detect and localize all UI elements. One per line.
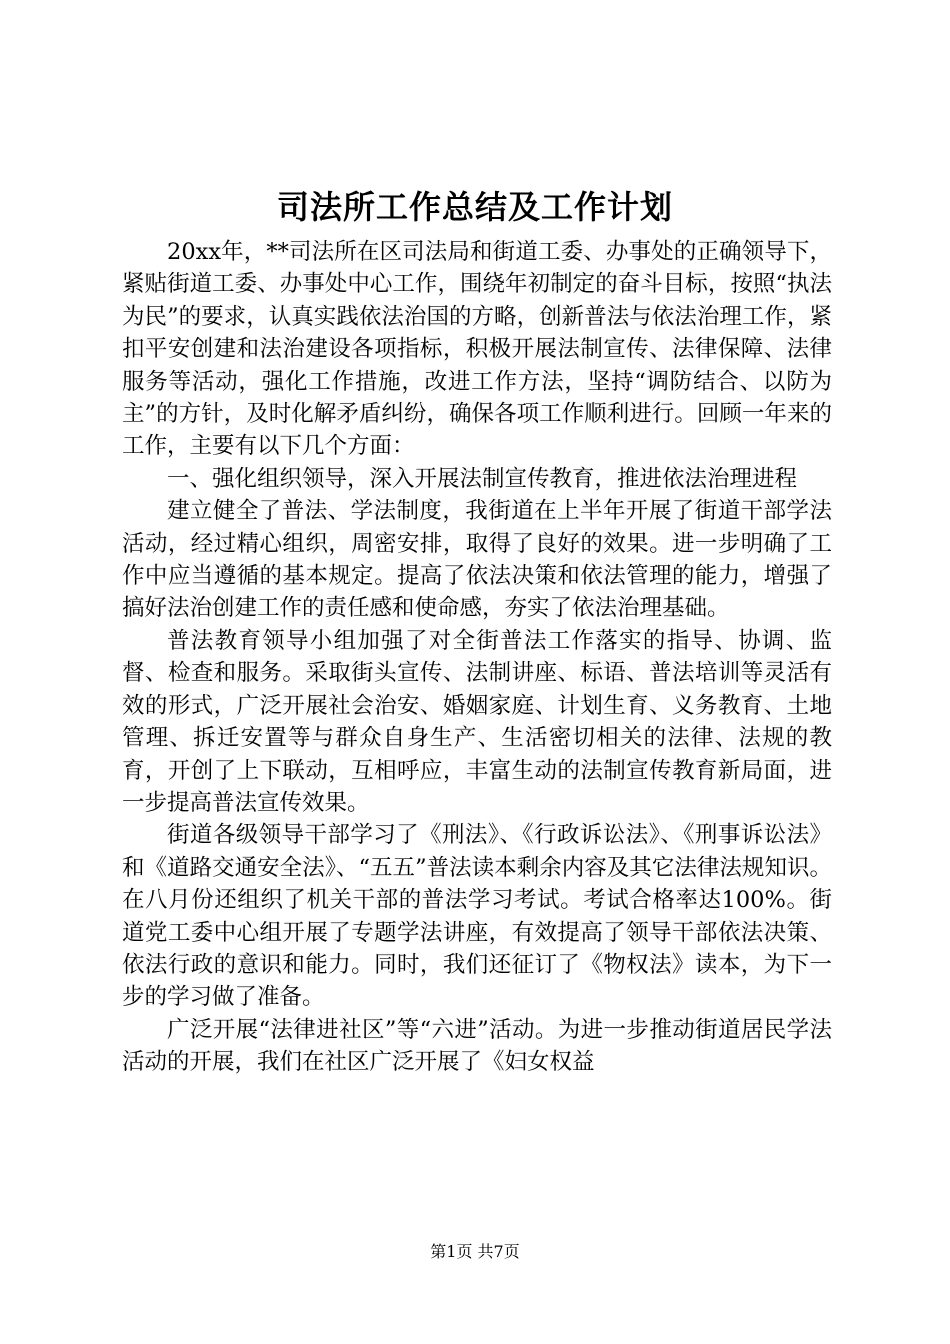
paragraph-system-building: 建立健全了普法、学法制度，我街道在上半年开展了街道干部学法活动，经过精心组织，周密安排，取得了良好的效果。进一步明确了工作中应当遵循的基本规定。提高了依法决策和依法管理的能力，增强了搞好法治创建工作的责任感和使命感，夯实了依法治理基础。 [122,498,832,622]
paragraph-leadership-group: 普法教育领导小组加强了对全街普法工作落实的指导、协调、监督、检查和服务。采取街头宣传、法制讲座、标语、普法培训等灵活有效的形式，广泛开展社会治安、婚姻家庭、计划生育、义务教育、土地管理、拆迁安置等与群众自身生产、生活密切相关的法律、法规的教育，开创了上下联动，互相呼应，丰富生动的法制宣传教育新局面，进一步提高普法宣传效果。 [122,627,832,816]
page-footer: 第1页 共7页 [430,1242,520,1261]
paragraph-law-community: 广泛开展“法律进社区”等“六进”活动。为进一步推动街道居民学法活动的开展，我们在社区广泛开展了《妇女权益 [122,1016,832,1076]
paragraph-intro: 20xx年，**司法所在区司法局和街道工委、办事处的正确领导下，紧贴街道工委、办事处中心工作，围绕年初制定的奋斗目标，按照“执法为民”的要求，认真实践依法治国的方略，创新普法与依法治理工作，紧扣平安创建和法治建设各项指标，积极开展法制宣传、法律保障、法律服务等活动，强化工作措施，改进工作方法，坚持“调防结合、以防为主”的方针，及时化解矛盾纠纷，确保各项工作顺利进行。回顾一年来的工作，主要有以下几个方面： [122,239,832,460]
document-title: 司法所工作总结及工作计划 [276,188,673,226]
paragraph-cadre-study: 街道各级领导干部学习了《刑法》、《行政诉讼法》、《刑事诉讼法》和《道路交通安全法》、“五五”普法读本剩余内容及其它法律法规知识。在八月份还组织了机关干部的普法学习考试。考试合格率达100%。街道党工委中心组开展了专题学法讲座，有效提高了领导干部依法决策、依法行政的意识和能力。同时，我们还征订了《物权法》读本，为下一步的学习做了准备。 [122,822,832,1011]
paragraph-section-heading: 一、强化组织领导，深入开展法制宣传教育，推进依法治理进程 [167,465,798,492]
document-body [122,236,832,1079]
